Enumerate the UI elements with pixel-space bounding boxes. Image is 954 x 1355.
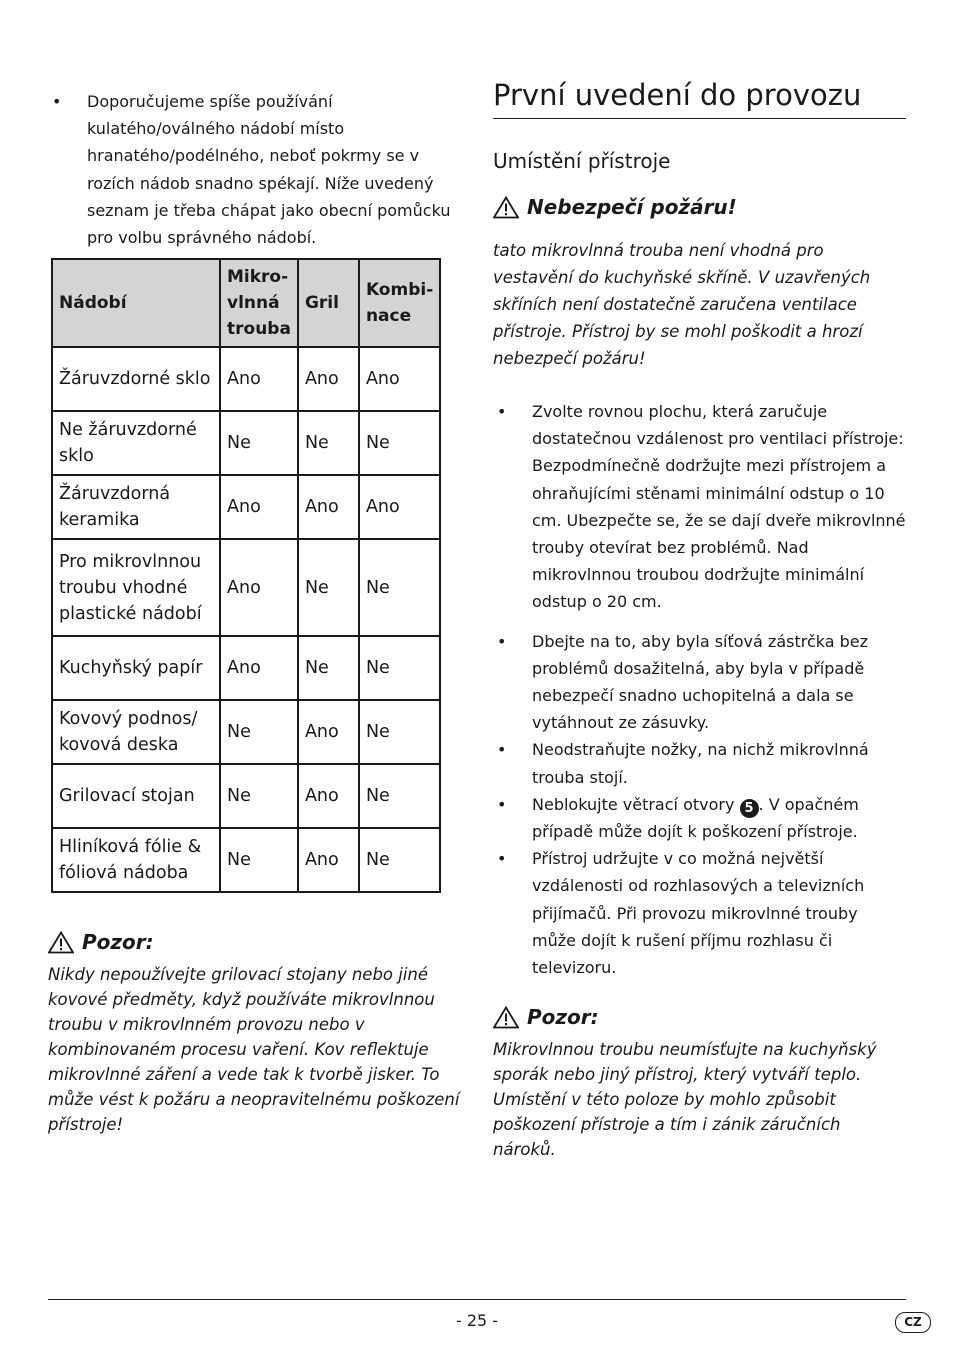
table-cell: Ne (359, 636, 440, 700)
right-warning-heading (493, 1005, 906, 1029)
table-row (52, 764, 440, 828)
warning-triangle-icon (493, 1006, 519, 1029)
table-cell: Ne (298, 636, 359, 700)
table-cell: Hliníková fólie & fóliová nádoba (52, 828, 220, 892)
table-row (52, 347, 440, 411)
right-warning-text: Mikrovlnnou troubu neumísťujte na kuchyňský sporák nebo jiný přístroj, který vytváří teplo. Umístění v této poloze by mohlo způsobit poškození přístroje a tím i zánik záručních nároků. (493, 1040, 877, 1160)
section-subtitle: Umístění přístroje (493, 149, 671, 173)
left-warning-heading (48, 930, 462, 954)
footer-divider (48, 1299, 906, 1300)
bullet-dot: • (52, 92, 62, 111)
table-cell: Ano (220, 347, 298, 411)
table-cell: Ano (220, 636, 298, 700)
left-warning (48, 930, 462, 1137)
table-header-cell: Mikro- vlnná trouba (220, 259, 298, 347)
right-warning-title: Pozor: (527, 1005, 599, 1030)
list-item-text: Dbejte na to, aby byla síťová zástrčka bez problémů dosažitelná, aby byla v případě nebezpečí snadno uchopitelná a dala se vytáhnout ze zásuvky. (532, 631, 869, 733)
page-title: První uvedení do provozu (493, 78, 906, 119)
table-cell: Ne (298, 411, 359, 475)
table-row (52, 700, 440, 764)
table-cell: Ne (359, 411, 440, 475)
table-header-cell: Nádobí (52, 259, 220, 347)
list-item (493, 628, 906, 737)
intro-bullet (48, 88, 462, 251)
table-cell: Ne (359, 764, 440, 828)
table-cell: Kuchyňský papír (52, 636, 220, 700)
table-cell: Kovový podnos/ kovová deska (52, 700, 220, 764)
table-header-row (52, 259, 440, 347)
table-row (52, 539, 440, 636)
table-cell: Ano (298, 347, 359, 411)
vent-number-badge: 5 (740, 799, 759, 818)
cookware-table (51, 258, 441, 893)
table-cell: Žáruvzdorné sklo (52, 347, 220, 411)
table-cell: Ne (359, 539, 440, 636)
table-cell: Ano (298, 475, 359, 539)
table-cell: Ne žáruvzdorné sklo (52, 411, 220, 475)
language-badge: CZ (895, 1312, 931, 1333)
table-cell: Ano (359, 475, 440, 539)
table-cell: Ano (298, 764, 359, 828)
table-cell: Ne (220, 411, 298, 475)
table-cell: Ano (298, 700, 359, 764)
left-warning-text: Nikdy nepoužívejte grilovací stojany nebo jiné kovové předměty, když používáte mikrovlnnou troubu v mikrovlnném provozu nebo v kombinovaném procesu vaření. Kov reflektuje mikrovlnné záření a vede tak k tvorbě jisker. To může vést k požáru a neopravitelnému poškození přístroje! (48, 965, 460, 1134)
warning-triangle-icon (493, 196, 519, 219)
list-item (493, 791, 906, 845)
table-cell: Ne (220, 828, 298, 892)
list-item (493, 845, 906, 981)
table-cell: Ne (359, 700, 440, 764)
table-cell: Ano (298, 828, 359, 892)
danger-text: tato mikrovlnná trouba není vhodná pro vestavění do kuchyňské skříně. V uzavřených skříních není dostatečně zaručena ventilace přístroje. Přístroj by se mohl poškodit a hrozí nebezpečí požáru! (493, 241, 871, 368)
bullet-dot: • (497, 631, 507, 651)
table-header-cell: Kombi- nace (359, 259, 440, 347)
table-row (52, 411, 440, 475)
list-item-text: Přístroj udržujte v co možná největší vzdálenosti od rozhlasových a televizních přijímačů. Při provozu mikrovlnné trouby může dojít k rušení příjmu rozhlasu či televizoru. (532, 849, 865, 978)
danger-title: Nebezpečí požáru! (527, 195, 737, 219)
intro-bullet-text: Doporučujeme spíše používání kulatého/oválného nádobí místo hranatého/podélného, neboť pokrmy se v rozích nádob snadno spékají. Níže uvedený seznam je třeba chápat jako obecní pomůcku pro volbu správného nádobí. (87, 92, 451, 248)
table-cell: Ne (359, 828, 440, 892)
list-item-text: Neodstraňujte nožky, na nichž mikrovlnná trouba stojí. (532, 740, 869, 787)
table-row (52, 636, 440, 700)
table-cell: Ano (220, 539, 298, 636)
page-number: - 25 - (455, 1311, 499, 1330)
left-column (48, 88, 462, 251)
table-header-cell: Gril (298, 259, 359, 347)
table-cell: Žáruvzdorná keramika (52, 475, 220, 539)
bullet-dot: • (497, 794, 507, 814)
placement-bullets (493, 398, 906, 981)
table-cell: Grilovací stojan (52, 764, 220, 828)
bullet-dot: • (497, 849, 507, 869)
right-column (493, 78, 906, 1162)
table-cell: Ne (220, 700, 298, 764)
bullet-dot: • (497, 402, 507, 421)
table-cell: Pro mikrovlnnou troubu vhodné plastické nádobí (52, 539, 220, 636)
table-row (52, 828, 440, 892)
table-row (52, 475, 440, 539)
bullet-dot: • (497, 740, 507, 760)
vent-text-post: . V opačném případě může dojít k poškození přístroje. (532, 794, 859, 842)
list-item-text: Zvolte rovnou plochu, která zaručuje dostatečnou vzdálenost pro ventilaci přístroje: Bezpodmínečně dodržujte mezi přístrojem a ohraňujícími stěnami minimální odstup o 10 cm. Ubezpečte se, že se dají dveře mikrovlnné trouby otevírat bez problémů. Nad mikrovlnnou troubou dodržujte minimální odstup o 20 cm. (532, 402, 906, 612)
table-cell: Ano (359, 347, 440, 411)
vent-text-pre: Neblokujte větrací otvory (532, 794, 735, 814)
table-cell: Ano (220, 475, 298, 539)
danger-heading (493, 195, 906, 219)
table-cell: Ne (298, 539, 359, 636)
list-item (493, 398, 906, 616)
left-warning-title: Pozor: (82, 930, 154, 954)
table-cell: Ne (220, 764, 298, 828)
warning-triangle-icon (48, 931, 74, 954)
list-item (493, 736, 906, 790)
